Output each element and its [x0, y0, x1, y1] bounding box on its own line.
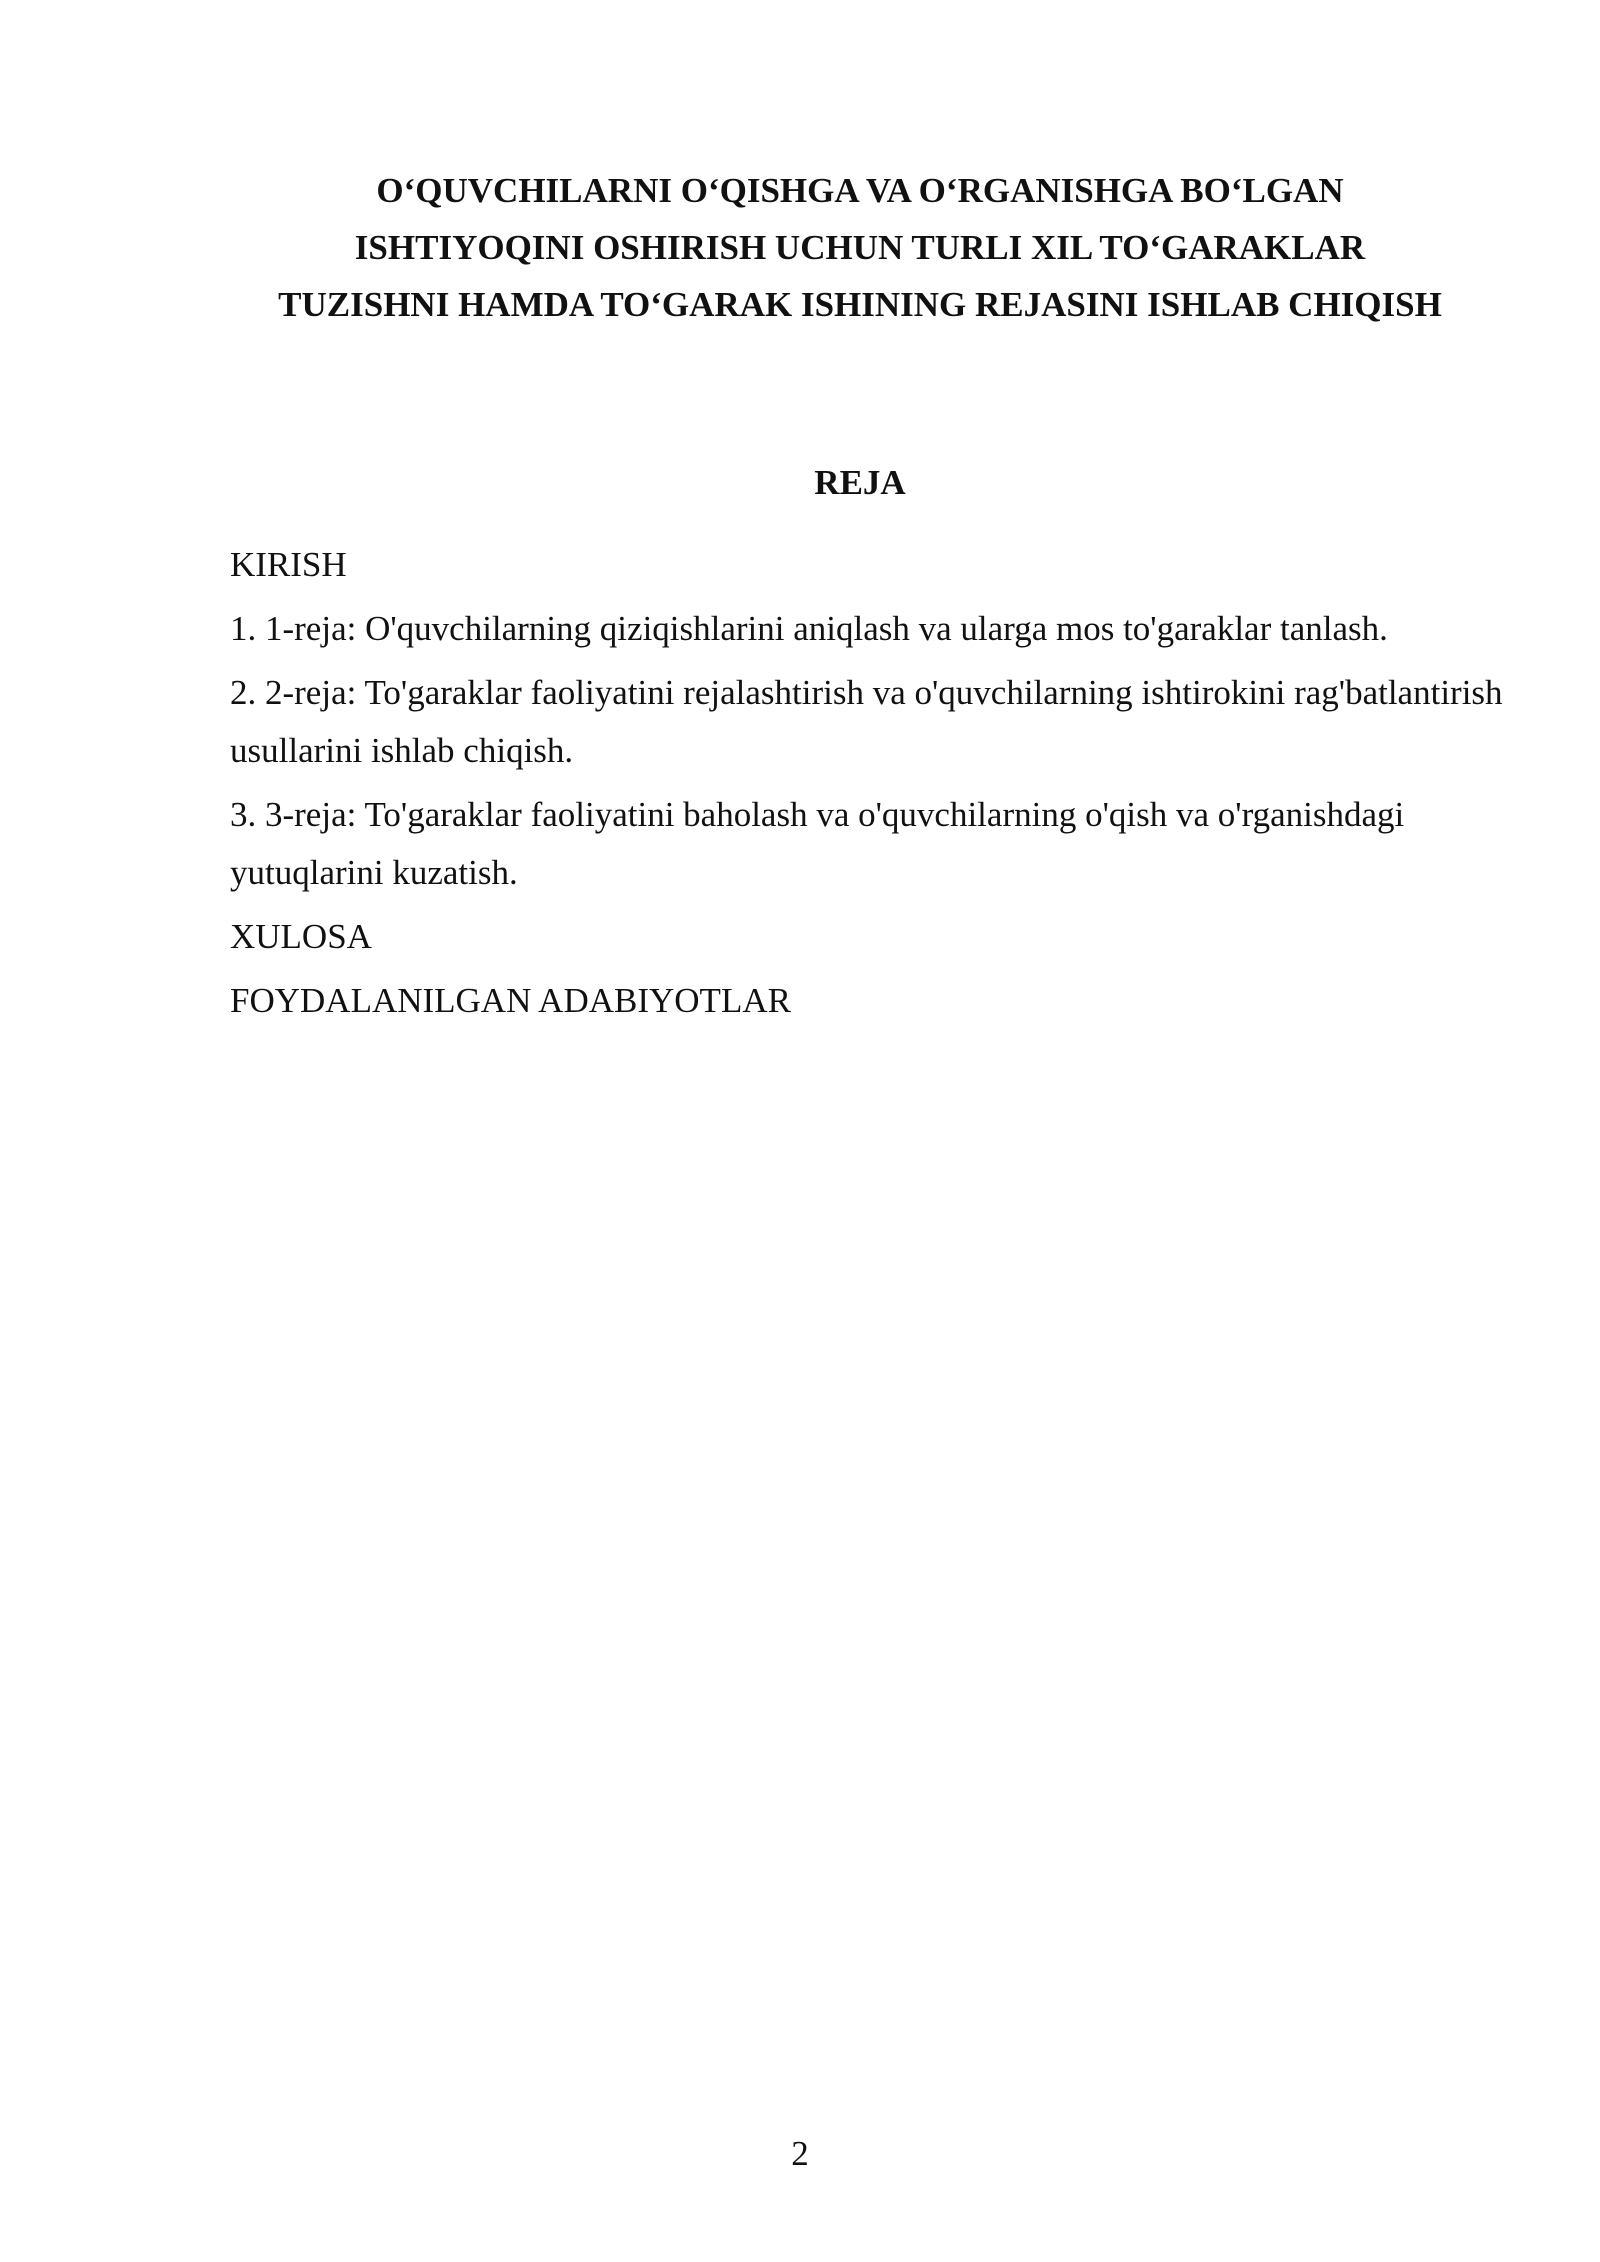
- plan-item-1: 1. 1-reja: O'quvchilarning qiziqishlarini aniqlash va ularga mos to'garaklar tanlash.: [230, 609, 1388, 648]
- title-line-3: TUZISHNI HAMDA TO‘GARAK ISHINING REJASINI ISHLAB CHIQISH: [278, 285, 1442, 324]
- plan-item-2: 2. 2-reja: To'garaklar faoliyatini rejalashtirish va o'quvchilarning ishtirokini rag'batlantirish usullarini ishlab chiqish.: [230, 673, 1503, 770]
- plan-item-references: FOYDALANILGAN ADABIYOTLAR: [230, 981, 791, 1020]
- plan-item-introduction: KIRISH: [230, 545, 347, 584]
- title-line-2: ISHTIYOQINI OSHIRISH UCHUN TURLI XIL TO‘GARAKLAR: [354, 228, 1366, 267]
- title-line-1: O‘QUVCHILARNI O‘QISHGA VA O‘RGANISHGA BO‘LGAN: [376, 171, 1344, 210]
- plan-item-conclusion: XULOSA: [230, 917, 372, 956]
- page-number: 2: [791, 2134, 809, 2173]
- plan-heading: REJA: [814, 463, 906, 502]
- plan-item-3: 3. 3-reja: To'garaklar faoliyatini baholash va o'quvchilarning o'qish va o'rganishdagi yutuqlarini kuzatish.: [230, 795, 1405, 892]
- plan-list: [230, 536, 1530, 1036]
- document-title: [200, 162, 1520, 333]
